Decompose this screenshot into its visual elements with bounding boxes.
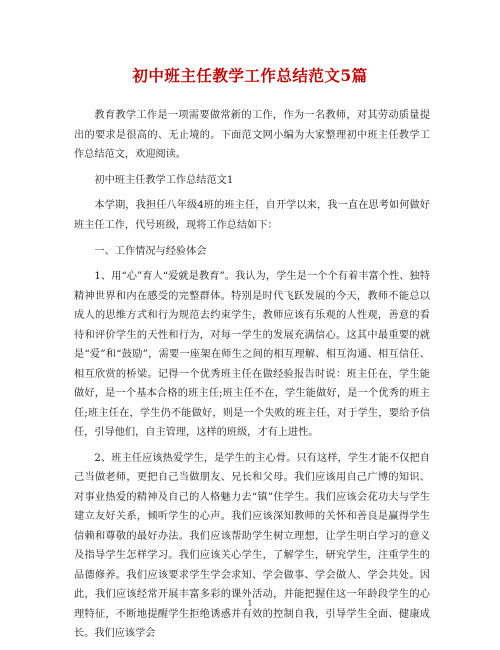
paragraph-overview: 本学期，我担任八年级4班的班主任，自开学以来，我一直在思考如何做好班主任工作，代号班级，现将工作总结如下： — [74, 200, 430, 231]
section-heading-sample-1: 初中班主任教学工作总结范文1 — [94, 174, 234, 186]
section-heading-experience: 一、工作情况与经验体会 — [94, 245, 207, 257]
document-body — [74, 106, 430, 650]
paragraph-point-2: 2、班主任应该热爱学生，是学生的主心骨。只有这样，学生才能不仅把自己当做老师，更把自己当做朋友、兄长和父母。我们应该用自己广博的知识、对事业热爱的精神及自己的人格魅力去“镇”住学生。我们应该会花功夫与学生建立友好关系，倾听学生的心声。我们应该深知教师的关怀和善良是赢得学生信赖和尊敬的最好办法。我们应该帮助学生树立理想，让学生明白学习的意义及指导学生怎样学习。我们应该关心学生，了解学生，研究学生，注重学生的品德修养。我们应该要求学生学会求知、学会做事、学会做人、学会共处。因此，我们应该经常开展丰富多彩的课外活动，并能把握住这一年龄段学生的心理特征，不断地提醒学生拒绝诱惑并有效的控制自我，引导学生全面、健康成长。我们应该学会 — [74, 452, 430, 640]
page-number: 1 — [247, 599, 253, 608]
paragraph-point-1: 1、用“心”育人“爱就是教育”。我认为，学生是一个个有着丰富个性、独特精神世界和内在感受的完整群体。特别是时代飞跃发展的今天，教师不能总以成人的思维方式和行为规范去约束学生，教师应该有乐观的人性观，善意的看待和评价学生的天性和行为，对每一学生的发展充满信心。这其中最重要的就是“爱”和“鼓励”，需要一座架在师生之间的相互理解、相互沟通、相互信任、相互欣赏的桥梁。记得一个优秀班主任在做经验报告时说：班主任在，学生能做好，是一个基本合格的班主任;班主任不在，学生能做好，是一个优秀的班主任;班主任在，学生仍不能做好，则是一个失败的班主任，对于学生，要给予信任，引导他们，自主管理，这样的班级，才有上进性。 — [74, 271, 430, 439]
document-title: 初中班主任教学工作总结范文5篇 — [132, 66, 368, 85]
intro-paragraph: 教育教学工作是一项需要做常新的工作，作为一名教师，对其劳动质量提出的要求是很高的、无止境的。下面范文网小编为大家整理初中班主任教学工作总结范文，欢迎阅读。 — [74, 110, 430, 160]
